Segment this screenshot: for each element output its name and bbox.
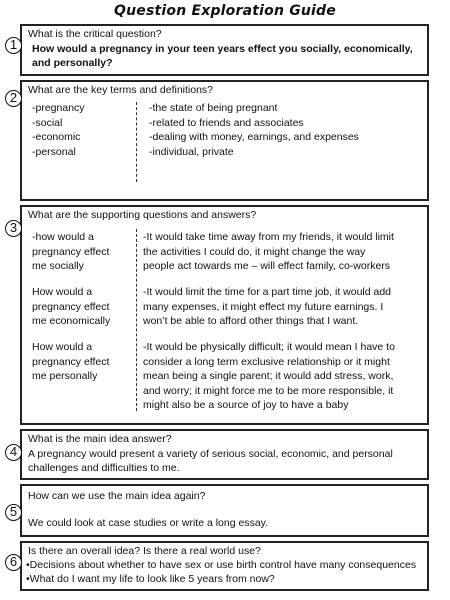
section-number-badge: 2 xyxy=(5,90,22,107)
term: -personal xyxy=(32,145,76,158)
definitions-column xyxy=(149,101,359,159)
section-number-badge: 6 xyxy=(5,554,22,571)
section-question: How can we use the main idea again? xyxy=(28,490,206,502)
text-line: How would a xyxy=(32,341,93,353)
text-line: -It would be physically difficult; it would mean I have to xyxy=(143,341,395,353)
section-question: What are the supporting questions and answers? xyxy=(28,209,257,221)
section-supporting-questions xyxy=(20,205,429,425)
definition: -dealing with money, earnings, and expenses xyxy=(149,131,359,143)
text-line: might also be a source of joy to have a baby xyxy=(143,399,349,411)
text-line: me personally xyxy=(32,370,98,382)
section-reuse-main-idea xyxy=(20,484,429,537)
text-line: pregnancy effect xyxy=(32,300,110,313)
text-line: -It would take time away from my friends, it would limit xyxy=(143,231,394,243)
text-line: mean being a single parent; it would add stress, work, xyxy=(143,370,394,382)
text-line: -It would limit the time for a part time job, it would add xyxy=(143,286,392,298)
text-line: the activities I could do, it might change the way xyxy=(143,245,366,258)
section-answer: A pregnancy would present a variety of serious social, economic, and personal challenges and difficulties to me. xyxy=(28,448,393,474)
text-line: -how would a xyxy=(32,231,94,243)
supporting-answer xyxy=(143,230,394,274)
supporting-answer xyxy=(143,340,395,413)
section-critical-question xyxy=(20,24,429,76)
supporting-answer xyxy=(143,285,391,329)
supporting-question xyxy=(32,230,109,274)
bullet-line: •Decisions about whether to have sex or use birth control have many consequences xyxy=(26,559,417,571)
terms-column xyxy=(32,101,85,159)
section-question: Is there an overall idea? Is there a real world use? xyxy=(28,545,261,557)
section-main-idea xyxy=(20,429,429,480)
section-question: What is the main idea answer? xyxy=(28,433,172,445)
section-question: What is the critical question? xyxy=(28,28,162,40)
text-line: and worry; it might force me to be more responsible, it xyxy=(143,384,394,397)
text-line: me socially xyxy=(32,260,84,272)
column-divider xyxy=(136,102,137,182)
section-answer xyxy=(26,558,425,586)
text-line: How would a xyxy=(32,286,93,298)
section-answer: How would a pregnancy in your teen years effect you socially, economically, and personally? xyxy=(32,43,413,69)
supporting-question xyxy=(32,340,109,384)
term: -economic xyxy=(32,131,81,143)
text-line: pregnancy effect xyxy=(32,355,110,368)
section-overall-idea xyxy=(20,541,429,591)
term: -pregnancy xyxy=(32,102,85,114)
definition: -related to friends and associates xyxy=(149,116,304,129)
column-divider xyxy=(136,229,137,411)
section-number-badge: 4 xyxy=(5,444,22,461)
text-line: won’t be able to afford other things that I want. xyxy=(143,315,359,327)
section-number-badge: 1 xyxy=(5,37,22,54)
supporting-question xyxy=(32,285,110,329)
section-number-badge: 5 xyxy=(5,504,22,521)
text-line: me economically xyxy=(32,315,111,327)
page-title: Question Exploration Guide xyxy=(114,3,336,19)
text-line: many expenses, it might effect my future earnings. I xyxy=(143,300,384,313)
section-question: What are the key terms and definitions? xyxy=(28,84,214,96)
section-number-badge: 3 xyxy=(5,220,22,237)
text-line: consider a long term exclusive relationship or it might xyxy=(143,355,390,368)
section-answer: We could look at case studies or write a long essay. xyxy=(28,517,269,529)
text-line: people act towards me – will effect family, co-workers xyxy=(143,260,391,272)
section-key-terms xyxy=(20,80,429,201)
definition: -the state of being pregnant xyxy=(149,102,278,114)
bullet-line: •What do I want my life to look like 5 years from now? xyxy=(26,573,275,585)
definition: -individual, private xyxy=(149,145,234,158)
text-line: pregnancy effect xyxy=(32,245,110,258)
term: -social xyxy=(32,116,63,129)
